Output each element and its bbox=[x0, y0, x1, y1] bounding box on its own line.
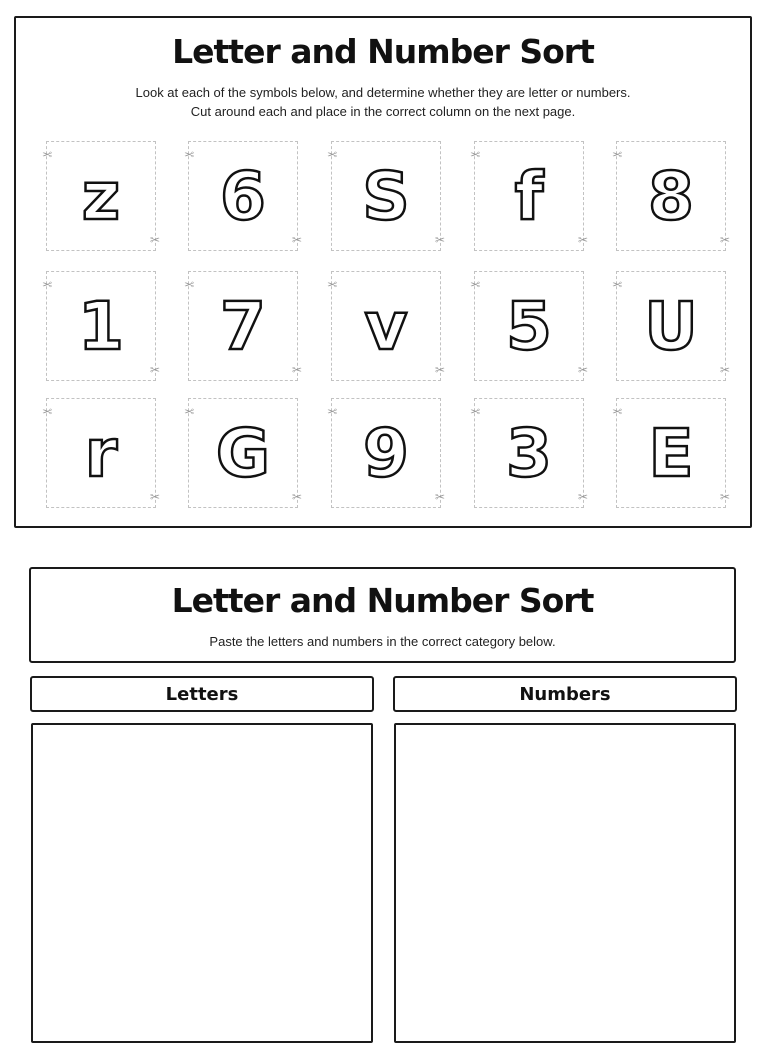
symbol: 8 bbox=[648, 157, 694, 235]
numbers-column-header: Numbers bbox=[393, 676, 737, 712]
page-title: Letter and Number Sort bbox=[171, 581, 594, 620]
scissors-icon: ✂ bbox=[327, 404, 338, 418]
symbol-card[interactable] bbox=[327, 271, 445, 381]
scissors-icon: ✂ bbox=[434, 233, 445, 247]
symbol-card[interactable] bbox=[327, 141, 445, 251]
scissors-icon: ✂ bbox=[291, 363, 302, 377]
symbol-card[interactable] bbox=[612, 141, 730, 251]
symbol: 1 bbox=[78, 287, 124, 365]
symbol: 3 bbox=[506, 414, 552, 492]
scissors-icon: ✂ bbox=[577, 233, 588, 247]
scissors-icon: ✂ bbox=[42, 147, 53, 161]
scissors-icon: ✂ bbox=[719, 363, 730, 377]
scissors-icon: ✂ bbox=[184, 277, 195, 291]
symbol-card[interactable] bbox=[42, 398, 160, 508]
cutout-worksheet bbox=[14, 16, 752, 528]
scissors-icon: ✂ bbox=[327, 277, 338, 291]
symbol-card[interactable] bbox=[184, 271, 302, 381]
symbol-card[interactable] bbox=[327, 398, 445, 508]
scissors-icon: ✂ bbox=[577, 363, 588, 377]
page-title: Letter and Number Sort bbox=[172, 32, 594, 71]
symbol-card[interactable] bbox=[612, 398, 730, 508]
scissors-icon: ✂ bbox=[149, 233, 160, 247]
symbol: f bbox=[514, 157, 544, 235]
symbol-card[interactable] bbox=[184, 141, 302, 251]
scissors-icon: ✂ bbox=[612, 147, 623, 161]
scissors-icon: ✂ bbox=[612, 277, 623, 291]
symbol: S bbox=[362, 157, 410, 235]
scissors-icon: ✂ bbox=[719, 233, 730, 247]
letters-paste-area[interactable] bbox=[31, 723, 373, 1043]
scissors-icon: ✂ bbox=[470, 147, 481, 161]
scissors-icon: ✂ bbox=[470, 404, 481, 418]
scissors-icon: ✂ bbox=[291, 490, 302, 504]
symbol-card[interactable] bbox=[470, 141, 588, 251]
sort-page-header bbox=[29, 567, 736, 663]
symbol: U bbox=[644, 287, 698, 365]
symbol: 9 bbox=[363, 414, 409, 492]
scissors-icon: ✂ bbox=[434, 363, 445, 377]
scissors-icon: ✂ bbox=[184, 404, 195, 418]
symbol: G bbox=[215, 414, 271, 492]
symbol-card[interactable] bbox=[470, 271, 588, 381]
scissors-icon: ✂ bbox=[291, 233, 302, 247]
instructions: Paste the letters and numbers in the correct category below. bbox=[209, 634, 556, 649]
instruction-line: Cut around each and place in the correct column on the next page. bbox=[190, 104, 576, 119]
scissors-icon: ✂ bbox=[577, 490, 588, 504]
symbol: 7 bbox=[220, 287, 266, 365]
symbol: E bbox=[648, 414, 694, 492]
scissors-icon: ✂ bbox=[434, 490, 445, 504]
scissors-icon: ✂ bbox=[184, 147, 195, 161]
numbers-paste-area[interactable] bbox=[394, 723, 736, 1043]
scissors-icon: ✂ bbox=[612, 404, 623, 418]
scissors-icon: ✂ bbox=[149, 363, 160, 377]
symbol: z bbox=[81, 157, 121, 235]
scissors-icon: ✂ bbox=[42, 404, 53, 418]
scissors-icon: ✂ bbox=[327, 147, 338, 161]
scissors-icon: ✂ bbox=[470, 277, 481, 291]
symbol: r bbox=[84, 414, 118, 492]
instruction-line: Look at each of the symbols below, and determine whether they are letter or numbers. bbox=[135, 85, 631, 100]
letters-column-header: Letters bbox=[30, 676, 374, 712]
instructions bbox=[16, 83, 750, 121]
symbol-card[interactable] bbox=[612, 271, 730, 381]
symbol-card[interactable] bbox=[42, 271, 160, 381]
symbol: 6 bbox=[220, 157, 266, 235]
symbol: v bbox=[364, 287, 408, 365]
symbol-card[interactable] bbox=[42, 141, 160, 251]
scissors-icon: ✂ bbox=[149, 490, 160, 504]
symbol-card[interactable] bbox=[184, 398, 302, 508]
symbol-card[interactable] bbox=[470, 398, 588, 508]
scissors-icon: ✂ bbox=[42, 277, 53, 291]
symbol: 5 bbox=[506, 287, 552, 365]
scissors-icon: ✂ bbox=[719, 490, 730, 504]
